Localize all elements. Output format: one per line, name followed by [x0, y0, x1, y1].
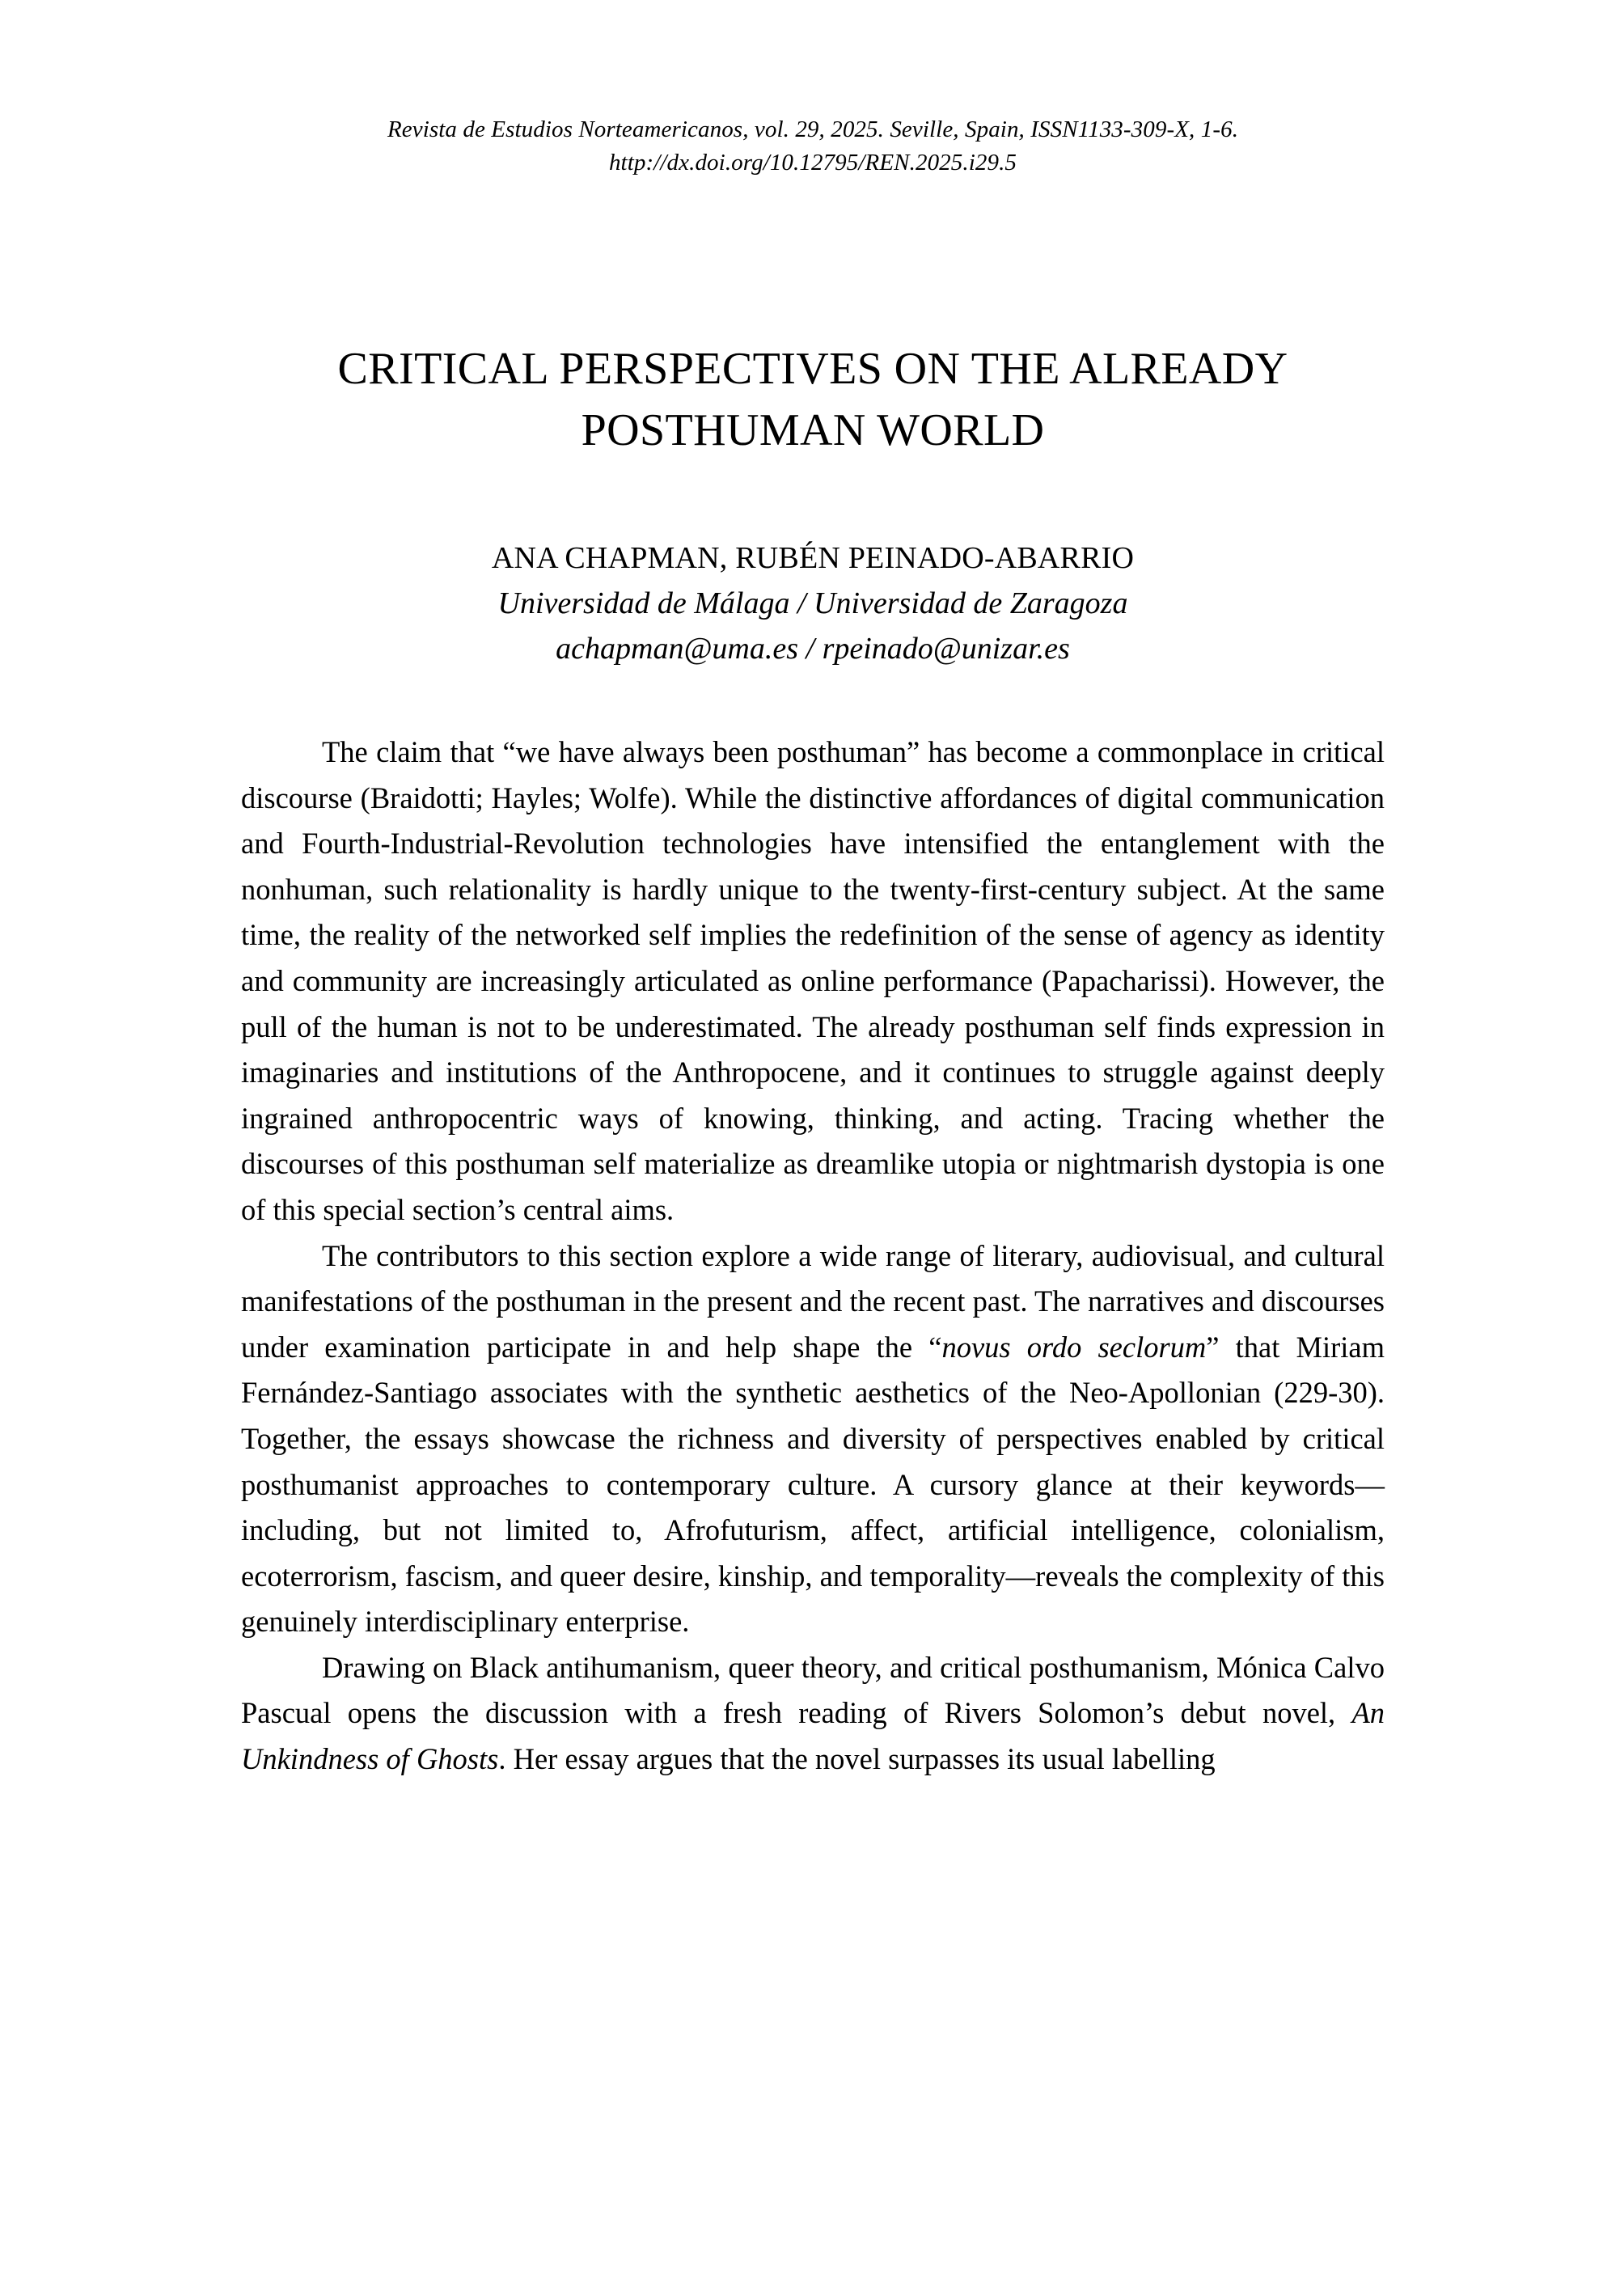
article-title-line-2: POSTHUMAN WORLD — [581, 405, 1045, 455]
paragraph-3-text-a: Drawing on Black antihumanism, queer theory, and critical posthumanism, Mónica Calvo Pascual opens the discussion with a fresh reading of Rivers Solomon’s debut novel, — [241, 1650, 1385, 1730]
paragraph-2-text-a: The contributors to this section explore a wide range of literary, audiovisual, and cultural manifestations of the posthuman in the present and the recent past. The narratives and discourses under examination participate in and help shape the “ — [241, 1238, 1385, 1364]
article-title-line-1: CRITICAL PERSPECTIVES ON THE ALREADY — [337, 344, 1288, 394]
body-paragraph-1 — [241, 730, 1385, 1233]
author-emails: achapman@uma.es / rpeinado@unizar.es — [556, 632, 1070, 666]
author-affiliation: Universidad de Málaga / Universidad de Zaragoza — [497, 586, 1128, 620]
paragraph-3-text-b: . Her essay argues that the novel surpasses its usual labelling — [498, 1742, 1216, 1776]
article-body — [241, 730, 1385, 1783]
author-names: ANA CHAPMAN, RUBÉN PEINADO-ABARRIO — [491, 541, 1135, 575]
latin-phrase-novus-ordo-seclorum: novus ordo seclorum — [941, 1330, 1207, 1364]
running-head — [241, 113, 1385, 180]
novel-title-an-unkindness-of-ghosts: An Unkindness of Ghosts — [241, 1696, 1385, 1776]
journal-citation-line: Revista de Estudios Norteamericanos, vol. 29, 2025. Seville, Spain, ISSN1133-309-X, 1-6. — [387, 116, 1239, 142]
body-paragraph-2 — [241, 1233, 1385, 1645]
paragraph-1-text: The claim that “we have always been posthuman” has become a commonplace in critical discourse (Braidotti; Hayles; Wolfe). While the distinctive affordances of digital communication and Fourth-Industrial-Revolution technologies have intensified the entanglement with the nonhuman, such relationality is hardly unique to the twenty-first-century subject. At the same time, the reality of the networked self implies the redefinition of the sense of agency as identity and community are increasingly articulated as online performance (Papacharissi). However, the pull of the human is not to be underestimated. The already posthuman self finds expression in imaginaries and institutions of the Anthropocene, and it continues to struggle against deeply ingrained anthropocentric ways of knowing, thinking, and acting. Tracing whether the discourses of this posthuman self materialize as dreamlike utopia or nightmarish dystopia is one of this special section’s central aims. — [241, 735, 1385, 1226]
body-paragraph-3 — [241, 1645, 1385, 1783]
article-title — [241, 338, 1385, 461]
doi-line: http://dx.doi.org/10.12795/REN.2025.i29.5 — [608, 150, 1017, 176]
author-block — [241, 535, 1385, 671]
paragraph-2-text-b: ” that Miriam Fernández-Santiago associates with the synthetic aesthetics of the Neo-Apollonian (229-30). Together, the essays showcase the richness and diversity of perspectives enabled by critical posthumanist approaches to contemporary culture. A cursory glance at their keywords—including, but not limited to, Afrofuturism, affect, artificial intelligence, colonialism, ecoterrorism, fascism, and queer desire, kinship, and temporality—reveals the complexity of this genuinely interdisciplinary enterprise. — [241, 1330, 1385, 1639]
